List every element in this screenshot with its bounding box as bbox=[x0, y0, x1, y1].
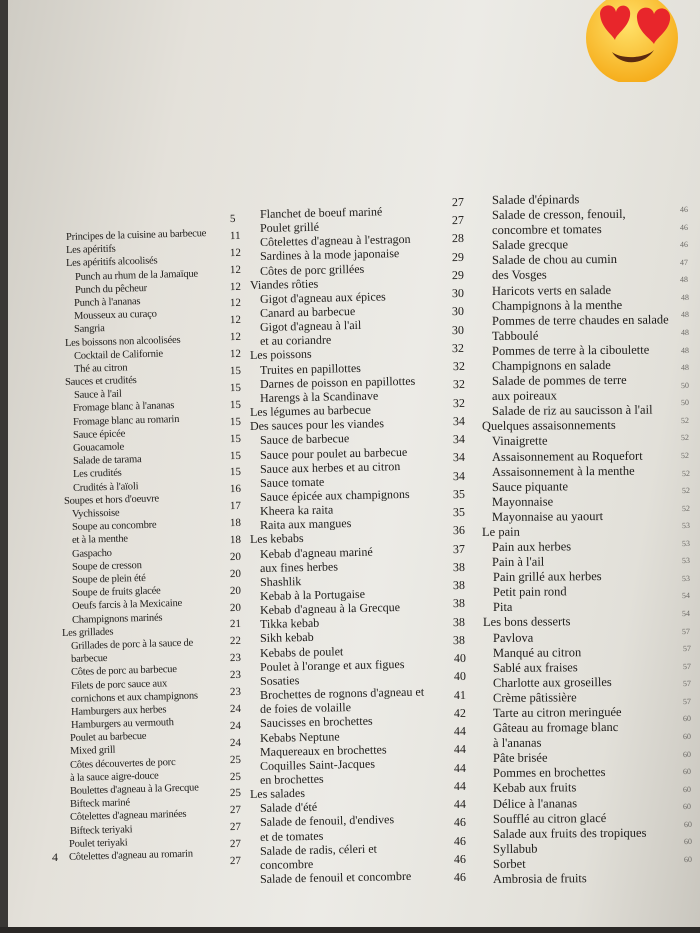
page-ref-number: 11 bbox=[229, 229, 241, 242]
page-ref-number: 20 bbox=[229, 550, 242, 563]
toc-entry: Flanchet de boeuf mariné bbox=[259, 204, 383, 221]
page-ref-number: 23 bbox=[229, 652, 242, 665]
page-ref-number: 32 bbox=[452, 340, 465, 356]
page-ref-number: 60 bbox=[683, 749, 692, 759]
toc-entry: Mayonnaise au yaourt bbox=[492, 508, 604, 524]
page-ref-number: 48 bbox=[680, 327, 689, 338]
page-ref-number: 52 bbox=[681, 450, 690, 461]
toc-entry: Pâte brisée bbox=[492, 750, 548, 766]
page-ref-number: 38 bbox=[453, 559, 466, 574]
toc-entry: Pain grillé aux herbes bbox=[492, 569, 602, 585]
page-ref-number: 57 bbox=[682, 696, 691, 706]
toc-entry: Kebab d'agneau mariné bbox=[259, 544, 373, 561]
toc-entry: Salade de pommes de terre bbox=[492, 372, 627, 389]
toc-entry: Assaisonnement à la menthe bbox=[492, 463, 636, 479]
toc-entry: Principes de la cuisine au barbecue bbox=[65, 228, 207, 243]
page-ref-number: 30 bbox=[452, 286, 465, 301]
toc-entry: aux poireaux bbox=[492, 388, 558, 404]
toc-entry: Soupes et hors d'oeuvre bbox=[63, 493, 159, 507]
toc-entry: Salade aux fruits des tropiques bbox=[492, 825, 647, 841]
toc-entry: Canard au barbecue bbox=[259, 304, 356, 321]
page-ref-number: 12 bbox=[229, 246, 242, 259]
page-ref-number: 22 bbox=[229, 635, 242, 648]
page-ref-number: 50 bbox=[680, 380, 690, 390]
page-ref-number: 24 bbox=[229, 702, 242, 716]
page-ref-number: 32 bbox=[452, 395, 465, 410]
toc-entry: Salade de riz au saucisson à l'ail bbox=[492, 402, 653, 419]
toc-entry: de foies de volaille bbox=[259, 700, 352, 717]
toc-entry: Fromage blanc au romarin bbox=[73, 413, 180, 428]
toc-entry: Darnes de poisson en papillottes bbox=[259, 373, 416, 391]
page-ref-number: 32 bbox=[452, 377, 465, 392]
page-ref-number: 46 bbox=[679, 204, 689, 215]
page-ref-number: 29 bbox=[452, 267, 465, 283]
toc-entry: Assaisonnement au Roquefort bbox=[492, 448, 644, 464]
toc-entry: Salade de tarama bbox=[72, 454, 142, 468]
toc-entry: Salade de fenouil et concombre bbox=[259, 868, 412, 886]
page-ref-number: 27 bbox=[229, 804, 242, 817]
page-ref-number: 41 bbox=[453, 687, 466, 702]
heart-eyes-emoji-icon bbox=[582, 0, 682, 82]
toc-entry: Poulet à l'orange et aux figues bbox=[259, 656, 405, 674]
toc-entry: Soufflé au citron glacé bbox=[492, 810, 607, 826]
page-ref-number: 15 bbox=[229, 381, 242, 395]
toc-entry: Soupe de fruits glacée bbox=[71, 585, 161, 600]
toc-entry: Thé au citron bbox=[73, 362, 128, 375]
toc-entry: Pita bbox=[492, 600, 513, 615]
toc-entry: Hamburgers aux herbes bbox=[70, 704, 167, 718]
page-ref-number: 46 bbox=[680, 240, 689, 250]
toc-entry: Sauce épicée aux champignons bbox=[259, 486, 410, 504]
toc-entry: Punch au rhum de la Jamaïque bbox=[74, 268, 198, 283]
toc-entry: Champignons en salade bbox=[492, 357, 612, 373]
page-ref-number: 30 bbox=[452, 304, 465, 319]
page-ref-number: 48 bbox=[680, 275, 689, 285]
page-ref-number: 34 bbox=[452, 432, 465, 447]
page-ref-number: 12 bbox=[229, 263, 242, 276]
toc-entry: Champignons à la menthe bbox=[492, 297, 623, 313]
page-ref-number: 60 bbox=[683, 784, 692, 794]
toc-entry: Quelques assaisonnements bbox=[482, 418, 617, 434]
toc-entry: Délice à l'ananas bbox=[492, 795, 578, 811]
page-ref-number: 24 bbox=[229, 719, 242, 732]
toc-entry: Mousseux au curaço bbox=[74, 308, 158, 323]
page-ref-number: 48 bbox=[680, 345, 689, 355]
page-ref-number: 36 bbox=[452, 523, 466, 538]
toc-entry: Saucisses en brochettes bbox=[259, 714, 373, 731]
toc-entry: Harengs à la Scandinave bbox=[259, 388, 379, 405]
toc-entry: Oeufs farcis à la Mexicaine bbox=[71, 598, 182, 613]
page-ref-number: 15 bbox=[229, 466, 242, 479]
toc-entry: des Vosges bbox=[492, 267, 547, 283]
page-ref-number: 20 bbox=[229, 601, 242, 614]
toc-entry: Sardines à la mode japonaise bbox=[259, 246, 400, 264]
toc-entry: Les crudités bbox=[72, 468, 122, 481]
toc-entry: Gâteau au fromage blanc bbox=[492, 720, 619, 736]
toc-entry: et au coriandre bbox=[259, 332, 332, 349]
toc-entry: Gigot d'agneau aux épices bbox=[259, 289, 386, 306]
toc-entry: Salade d'été bbox=[259, 800, 318, 816]
toc-entry: Des sauces pour les viandes bbox=[249, 416, 385, 434]
toc-entry: Gaspacho bbox=[71, 547, 113, 560]
toc-entry: Poulet au barbecue bbox=[70, 731, 147, 745]
toc-entry: Mixed grill bbox=[70, 745, 116, 758]
toc-entry: Pavlova bbox=[492, 630, 533, 645]
toc-entry: Syllabub bbox=[492, 841, 538, 856]
toc-entry: Gigot d'agneau à l'ail bbox=[259, 318, 362, 335]
toc-entry: Gouacamole bbox=[72, 441, 125, 455]
page-ref-number: 46 bbox=[453, 833, 467, 848]
page-ref-number: 44 bbox=[453, 796, 467, 812]
book-page bbox=[8, 0, 700, 927]
toc-entry: Pommes en brochettes bbox=[492, 765, 606, 781]
toc-entry: Punch du pêcheur bbox=[74, 282, 147, 296]
toc-entry: Les légumes au barbecue bbox=[249, 402, 372, 420]
page-ref-number: 46 bbox=[680, 222, 689, 232]
page-ref-number: 16 bbox=[229, 483, 242, 496]
toc-entry: Tarte au citron meringuée bbox=[492, 704, 622, 721]
toc-entry: Pain aux herbes bbox=[492, 539, 572, 555]
page-ref-number: 44 bbox=[453, 778, 467, 793]
page-ref-number: 50 bbox=[681, 398, 690, 408]
toc-entry: à l'ananas bbox=[492, 735, 542, 751]
toc-entry: Tabboulé bbox=[492, 328, 539, 343]
toc-entry: Bifteck mariné bbox=[69, 797, 130, 811]
toc-entry: Kebab aux fruits bbox=[492, 780, 577, 796]
page-ref-number: 57 bbox=[682, 679, 691, 689]
page-ref-number: 12 bbox=[229, 331, 242, 344]
toc-entry: Viandes rôties bbox=[249, 276, 319, 292]
toc-entry: Sosaties bbox=[259, 673, 300, 688]
toc-entry: Sauces et crudités bbox=[64, 375, 137, 389]
page-ref-number: 18 bbox=[229, 533, 242, 547]
page-ref-number: 15 bbox=[229, 449, 242, 462]
page-ref-number: 48 bbox=[680, 310, 689, 320]
toc-entry: Côtelettes d'agneau au romarin bbox=[69, 848, 194, 863]
toc-entry: Sauce tomate bbox=[259, 474, 325, 490]
page-ref-number: 57 bbox=[682, 644, 691, 654]
page-ref-number: 52 bbox=[681, 415, 690, 425]
page-ref-number: 30 bbox=[452, 322, 465, 337]
page-ref-number: 27 bbox=[229, 854, 242, 868]
page-ref-number: 15 bbox=[229, 398, 242, 411]
page-ref-number: 20 bbox=[229, 567, 242, 580]
toc-entry: Brochettes de rognons d'agneau et bbox=[259, 684, 425, 703]
toc-entry: Sikh kebab bbox=[259, 630, 314, 646]
bottom-strip bbox=[0, 927, 700, 933]
toc-entry: Les kebabs bbox=[249, 531, 304, 547]
page-ref-number: 28 bbox=[451, 231, 465, 246]
toc-entry: Vinaigrette bbox=[492, 433, 548, 449]
toc-entry: Poulet grillé bbox=[259, 219, 320, 236]
toc-entry: et à la menthe bbox=[72, 533, 129, 547]
toc-entry: Crème pâtissière bbox=[492, 690, 577, 705]
page-left-edge bbox=[0, 0, 8, 933]
toc-entry: en brochettes bbox=[259, 771, 324, 787]
toc-entry: Petit pain rond bbox=[492, 584, 567, 600]
page-ref-number: 27 bbox=[229, 837, 242, 851]
toc-entry: Les apéritifs alcoolisés bbox=[65, 255, 158, 270]
page-ref-number: 12 bbox=[229, 280, 242, 293]
toc-entry: Kebabs de poulet bbox=[259, 643, 344, 660]
toc-entry: Soupe de plein été bbox=[71, 572, 146, 586]
toc-entry: Sauce piquante bbox=[492, 479, 569, 494]
toc-entry: Sangria bbox=[74, 323, 105, 336]
toc-entry: Kheera ka raita bbox=[259, 502, 334, 519]
page-ref-number: 5 bbox=[229, 212, 236, 226]
page-ref-number: 15 bbox=[229, 432, 242, 445]
page-ref-number: 17 bbox=[229, 500, 242, 513]
page-ref-number: 38 bbox=[453, 596, 466, 611]
toc-entry: Les poissons bbox=[249, 347, 312, 363]
page-ref-number: 47 bbox=[680, 257, 689, 267]
page-ref-number: 46 bbox=[454, 869, 467, 885]
toc-entry: barbecue bbox=[71, 653, 108, 666]
toc-entry: Côtes découvertes de porc bbox=[70, 756, 176, 771]
toc-entry: Les grillades bbox=[62, 626, 114, 639]
toc-entry: Sauce de barbecue bbox=[259, 431, 350, 448]
toc-entry: Salade de cresson, fenouil, bbox=[491, 206, 626, 223]
page-ref-number: 35 bbox=[452, 505, 466, 520]
toc-entry: Shashlik bbox=[259, 573, 302, 589]
toc-entry: Sauce pour poulet au barbecue bbox=[259, 444, 408, 462]
toc-entry: Bifteck teriyaki bbox=[69, 823, 133, 837]
page-ref-number: 38 bbox=[453, 577, 466, 593]
page-ref-number: 53 bbox=[682, 573, 691, 583]
page-ref-number: 60 bbox=[682, 731, 692, 742]
page-ref-number: 53 bbox=[681, 521, 690, 531]
page-ref-number: 60 bbox=[683, 802, 692, 812]
toc-entry: Manqué au citron bbox=[492, 644, 581, 660]
page-ref-number: 25 bbox=[229, 787, 242, 800]
toc-entry: Sauce à l'ail bbox=[73, 388, 122, 402]
page-ref-number: 60 bbox=[683, 767, 692, 777]
toc-entry: Pommes de terre chaudes en salade bbox=[492, 312, 669, 328]
toc-entry: Salade de fenouil, d'endives bbox=[259, 812, 395, 830]
page-ref-number: 44 bbox=[453, 760, 466, 775]
page-ref-number: 54 bbox=[682, 591, 691, 601]
page-ref-number: 32 bbox=[452, 359, 465, 374]
page-ref-number: 29 bbox=[452, 249, 465, 264]
toc-entry: Sorbet bbox=[492, 856, 526, 871]
page-ref-number: 52 bbox=[681, 468, 690, 478]
page-ref-number: 15 bbox=[229, 415, 242, 428]
toc-entry: Hamburgers au vermouth bbox=[70, 717, 174, 732]
toc-entry: Sauce épicée bbox=[73, 428, 126, 441]
page-ref-number: 24 bbox=[229, 736, 242, 749]
toc-entry: Crudités à l'aïoli bbox=[72, 480, 139, 494]
toc-entry: Salade de radis, céleri et bbox=[259, 841, 378, 858]
page-ref-number: 46 bbox=[454, 851, 467, 866]
page-ref-number: 44 bbox=[453, 742, 466, 757]
toc-entry: Les salades bbox=[249, 785, 306, 802]
page-ref-number: 44 bbox=[453, 723, 466, 739]
toc-entry: Charlotte aux groseilles bbox=[492, 674, 612, 690]
page-ref-number: 46 bbox=[453, 815, 467, 830]
page-ref-number: 38 bbox=[453, 614, 466, 629]
toc-entry: concombre bbox=[259, 856, 314, 872]
page-ref-number: 48 bbox=[680, 292, 689, 302]
toc-entry: Boulettes d'agneau à la Grecque bbox=[69, 782, 199, 798]
page-ref-number: 40 bbox=[453, 650, 466, 666]
page-ref-number: 23 bbox=[229, 669, 242, 682]
page-ref-number: 42 bbox=[453, 705, 466, 720]
page-ref-number: 25 bbox=[229, 753, 242, 766]
toc-entry: Kebab à la Portugaise bbox=[259, 586, 366, 604]
page-ref-number: 12 bbox=[229, 348, 242, 361]
toc-entry: Mayonnaise bbox=[492, 494, 554, 509]
page-ref-number: 21 bbox=[229, 618, 242, 631]
page-ref-number: 34 bbox=[452, 468, 466, 483]
toc-entry: Raita aux mangues bbox=[259, 516, 352, 533]
toc-entry: Salade d'épinards bbox=[491, 192, 580, 207]
toc-entry: Côtelettes d'agneau marinées bbox=[69, 809, 187, 824]
toc-entry: Sauce aux herbes et au citron bbox=[259, 458, 401, 476]
page-ref-number: 12 bbox=[229, 297, 242, 310]
toc-entry: concombre et tomates bbox=[491, 222, 602, 238]
toc-entry: Les bons desserts bbox=[482, 614, 571, 630]
toc-entry: Truites en papillottes bbox=[259, 360, 362, 377]
page-ref-number: 60 bbox=[683, 819, 692, 829]
page-ref-number: 20 bbox=[229, 584, 242, 597]
toc-entry: Soupe au concombre bbox=[72, 519, 157, 534]
toc-entry: Cocktail de Californie bbox=[73, 348, 163, 362]
page-ref-number: 40 bbox=[453, 669, 466, 684]
page-ref-number: 60 bbox=[682, 714, 691, 724]
page-ref-number: 34 bbox=[452, 413, 465, 429]
page-ref-number: 23 bbox=[229, 685, 242, 699]
toc-entry: Fromage blanc à l'ananas bbox=[73, 400, 175, 415]
toc-entry: Pain à l'ail bbox=[492, 554, 545, 570]
page-ref-number: 27 bbox=[229, 821, 242, 834]
page-ref-number: 12 bbox=[229, 314, 242, 327]
page-ref-number: 57 bbox=[682, 661, 691, 671]
toc-entry: Coquilles Saint-Jacques bbox=[259, 756, 376, 773]
toc-entry: Salade de chou au cumin bbox=[492, 252, 618, 268]
page-ref-number: 37 bbox=[452, 541, 466, 556]
page-ref-number: 52 bbox=[681, 503, 690, 513]
toc-entry: Les boissons non alcoolisées bbox=[64, 334, 181, 349]
toc-entry: Kebab d'agneau à la Grecque bbox=[259, 600, 401, 618]
page-ref-number: 53 bbox=[681, 556, 691, 566]
toc-entry: Les apéritifs bbox=[65, 243, 116, 257]
toc-entry: Salade grecque bbox=[491, 237, 569, 253]
toc-entry: Vychissoise bbox=[72, 507, 120, 521]
toc-entry: aux fines herbes bbox=[259, 559, 339, 575]
page-ref-number: 18 bbox=[229, 516, 242, 530]
page-ref-number: 15 bbox=[229, 364, 242, 378]
page-ref-number: 60 bbox=[683, 837, 692, 847]
page-ref-number: 25 bbox=[229, 770, 242, 783]
page-ref-number: 48 bbox=[680, 363, 689, 373]
toc-entry: Le pain bbox=[482, 524, 521, 539]
page-ref-number: 27 bbox=[451, 194, 465, 210]
page-ref-number: 52 bbox=[681, 433, 690, 443]
toc-entry: à la sauce aigre-douce bbox=[69, 770, 159, 784]
page-ref-number: 35 bbox=[452, 486, 466, 501]
toc-entry: Côtes de porc grillées bbox=[259, 261, 365, 278]
toc-entry: Haricots verts en salade bbox=[492, 282, 612, 298]
toc-entry: Champignons marinés bbox=[71, 612, 163, 626]
page-ref-number: 34 bbox=[452, 450, 465, 465]
page-number: 4 bbox=[52, 850, 58, 864]
toc-entry: Côtes de porc au barbecue bbox=[70, 664, 177, 679]
page-ref-number: 27 bbox=[451, 213, 465, 228]
toc-entry: cornichons et aux champignons bbox=[70, 690, 198, 705]
toc-entry: Kebabs Neptune bbox=[259, 728, 340, 745]
page-ref-number: 60 bbox=[683, 854, 692, 865]
toc-entry: Grillades de porc à la sauce de bbox=[71, 637, 194, 652]
toc-entry: Maquereaux en brochettes bbox=[259, 742, 387, 759]
page-ref-number: 38 bbox=[453, 632, 466, 647]
toc-entry: Tikka kebab bbox=[259, 616, 320, 632]
page-ref-number: 57 bbox=[682, 626, 691, 636]
toc-entry: Punch à l'ananas bbox=[74, 296, 141, 309]
toc-entry: Soupe de cresson bbox=[71, 559, 142, 573]
toc-entry: et de tomates bbox=[259, 828, 324, 844]
page-ref-number: 54 bbox=[682, 608, 691, 619]
page-ref-number: 52 bbox=[681, 486, 690, 496]
toc-entry: Poulet teriyaki bbox=[69, 837, 129, 850]
page-ref-number: 53 bbox=[681, 538, 690, 548]
toc-entry: Pommes de terre à la ciboulette bbox=[492, 342, 650, 358]
toc-entry: Sablé aux fraises bbox=[492, 660, 578, 675]
toc-entry: Ambrosia de fruits bbox=[492, 871, 587, 886]
toc-entry: Filets de porc sauce aux bbox=[70, 677, 168, 692]
toc-entry: Côtelettes d'agneau à l'estragon bbox=[259, 232, 411, 250]
